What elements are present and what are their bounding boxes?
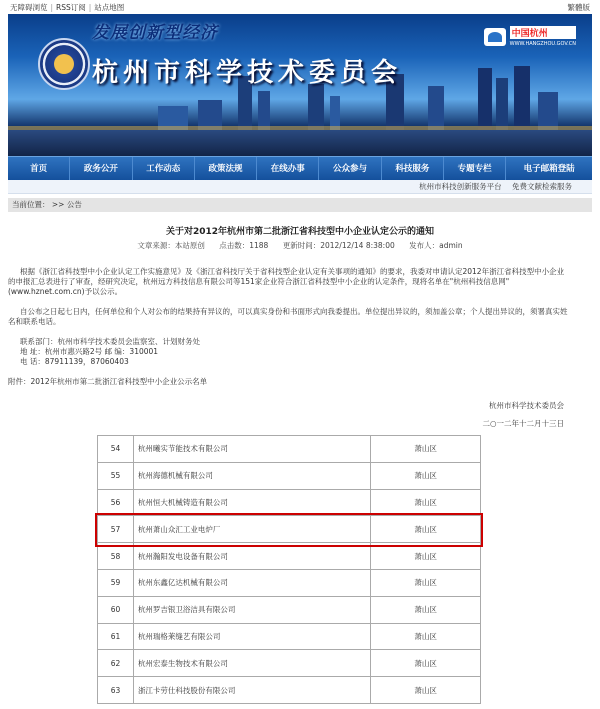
- table-row: [98, 596, 481, 623]
- separator: |: [88, 2, 92, 12]
- accessibility-link[interactable]: 无障碍浏览: [10, 2, 48, 12]
- district-cell: 萧山区: [371, 436, 481, 463]
- company-list-table: [97, 435, 485, 704]
- table-row: [98, 569, 481, 596]
- top-utility-bar: [0, 0, 600, 14]
- nav-public-participation[interactable]: 公众参与: [319, 157, 381, 180]
- district-cell: 萧山区: [371, 596, 481, 623]
- sub-link-bar: [8, 180, 592, 194]
- row-number-cell: 56: [98, 489, 134, 516]
- table-row: [98, 436, 481, 463]
- row-number-cell: 60: [98, 596, 134, 623]
- rss-link[interactable]: RSS订阅: [56, 2, 86, 12]
- article-clicks: 点击数：1188: [219, 241, 269, 250]
- row-number-cell: 57: [98, 516, 134, 543]
- table-row: [98, 489, 481, 516]
- article-source: 文章来源：本站原创: [137, 241, 205, 250]
- lake-reflection: [8, 130, 592, 156]
- company-name-cell: 杭州海德机械有限公司: [133, 462, 370, 489]
- row-number-cell: 63: [98, 677, 134, 704]
- main-nav: [8, 156, 592, 180]
- article-updated: 更新时间：2012/12/14 8:38:00: [282, 241, 395, 250]
- breadcrumb: 当前位置： >> 公告: [8, 198, 592, 212]
- hangzhou-logo[interactable]: [484, 26, 576, 47]
- nav-work-news[interactable]: 工作动态: [133, 157, 195, 180]
- article-body: [0, 267, 600, 429]
- table-row: [98, 650, 481, 677]
- attachment-label: 附件：2012年杭州市第二批浙江省科技型中小企业公示名单: [8, 377, 208, 386]
- contact-address: 地 址：杭州市惠兴路2号 邮 编：310001: [20, 347, 159, 356]
- table-row: [98, 677, 481, 704]
- header-banner: [8, 14, 592, 156]
- row-number-cell: 61: [98, 623, 134, 650]
- signature: 杭州市科学技术委员会: [489, 401, 564, 410]
- contact-phone: 电 话：87911139，87060403: [20, 357, 129, 366]
- nav-tech-services[interactable]: 科技服务: [382, 157, 444, 180]
- contact-department: 联系部门：杭州市科学技术委员会监察室、计划财务处: [20, 337, 200, 346]
- article-paragraph-2: 自公布之日起七日内，任何单位和个人对公布的结果持有异议的，可以真实身份和书面形式向我委提出。单位提出异议的，须加盖公章；个人提出异议的，须署真实姓名和联系电话。: [8, 307, 568, 326]
- article-publisher: 发布人：admin: [409, 241, 463, 250]
- commission-emblem-icon: [38, 38, 90, 90]
- article-title: 关于对2012年杭州市第二批浙江省科技型中小企业认定公示的通知: [165, 227, 435, 237]
- row-number-cell: 58: [98, 543, 134, 570]
- nav-special-topics[interactable]: 专题专栏: [444, 157, 506, 180]
- literature-search-link[interactable]: 免费文献检索服务: [512, 182, 572, 191]
- district-cell: 萧山区: [371, 650, 481, 677]
- nav-home[interactable]: 首页: [8, 157, 70, 180]
- district-cell: 萧山区: [371, 462, 481, 489]
- innovation-platform-link[interactable]: 杭州市科技创新服务平台: [419, 182, 502, 191]
- table-row: [98, 516, 481, 543]
- nav-policies[interactable]: 政策法规: [195, 157, 257, 180]
- district-cell: 萧山区: [371, 677, 481, 704]
- utility-links: [10, 2, 124, 13]
- row-number-cell: 62: [98, 650, 134, 677]
- company-name-cell: 杭州恒大机械铸造有限公司: [133, 489, 370, 516]
- table-row: [98, 462, 481, 489]
- sitemap-link[interactable]: 站点地图: [94, 2, 125, 12]
- row-number-cell: 59: [98, 569, 134, 596]
- hangzhou-logo-icon: [484, 28, 506, 46]
- contact-info: [8, 337, 570, 367]
- district-cell: 萧山区: [371, 623, 481, 650]
- company-name-cell: 杭州瀚阳发电设备有限公司: [133, 543, 370, 570]
- row-number-cell: 54: [98, 436, 134, 463]
- hangzhou-logo-text: 中国杭州: [510, 26, 576, 39]
- site-title: 杭州市科学技术委员会: [92, 58, 403, 88]
- traditional-chinese-link[interactable]: 繁體版: [567, 2, 590, 12]
- issue-date: 二○一二年十二月十三日: [482, 419, 564, 428]
- company-name-cell: 杭州东鑫亿达机械有限公司: [133, 569, 370, 596]
- nav-email-login[interactable]: 电子邮箱登陆: [523, 164, 575, 174]
- district-cell: 萧山区: [371, 489, 481, 516]
- company-name-cell: 杭州罗吉银卫浴洁具有限公司: [133, 596, 370, 623]
- district-cell: 萧山区: [371, 516, 481, 543]
- company-name-cell: 杭州瑞格莱缝艺有限公司: [133, 623, 370, 650]
- article-meta: [0, 240, 600, 251]
- nav-government-affairs[interactable]: 政务公开: [70, 157, 132, 180]
- article-paragraph-1: 根据《浙江省科技型中小企业认定工作实施意见》及《浙江省科技厅关于省科技型企业认定有关事项的通知》的要求，我委对申请认定2012年浙江省科技型中小企业的申报汇总表进行了审查，经研究决定，杭州远方科技信息有限公司等151家企业符合浙江省科技型中小企业的认定条件，现将名单在"杭州科技信息网"(www.hznet.com.cn)予以公示。: [8, 267, 565, 296]
- row-number-cell: 55: [98, 462, 134, 489]
- district-cell: 萧山区: [371, 543, 481, 570]
- nav-online-services[interactable]: 在线办事: [257, 157, 319, 180]
- company-name-cell: 杭州萧山众汇工业电炉厂: [133, 516, 370, 543]
- district-cell: 萧山区: [371, 569, 481, 596]
- company-name-cell: 杭州宏泰生物技术有限公司: [133, 650, 370, 677]
- hangzhou-logo-url: WWW.HANGZHOU.GOV.CN: [509, 41, 576, 47]
- company-name-cell: 杭州曦实节能技术有限公司: [133, 436, 370, 463]
- table-row: [98, 543, 481, 570]
- table-row: [98, 623, 481, 650]
- company-name-cell: 浙江卡劳仕科技股份有限公司: [133, 677, 370, 704]
- banner-slogan: 发展创新型经济: [92, 23, 218, 43]
- separator: |: [50, 2, 54, 12]
